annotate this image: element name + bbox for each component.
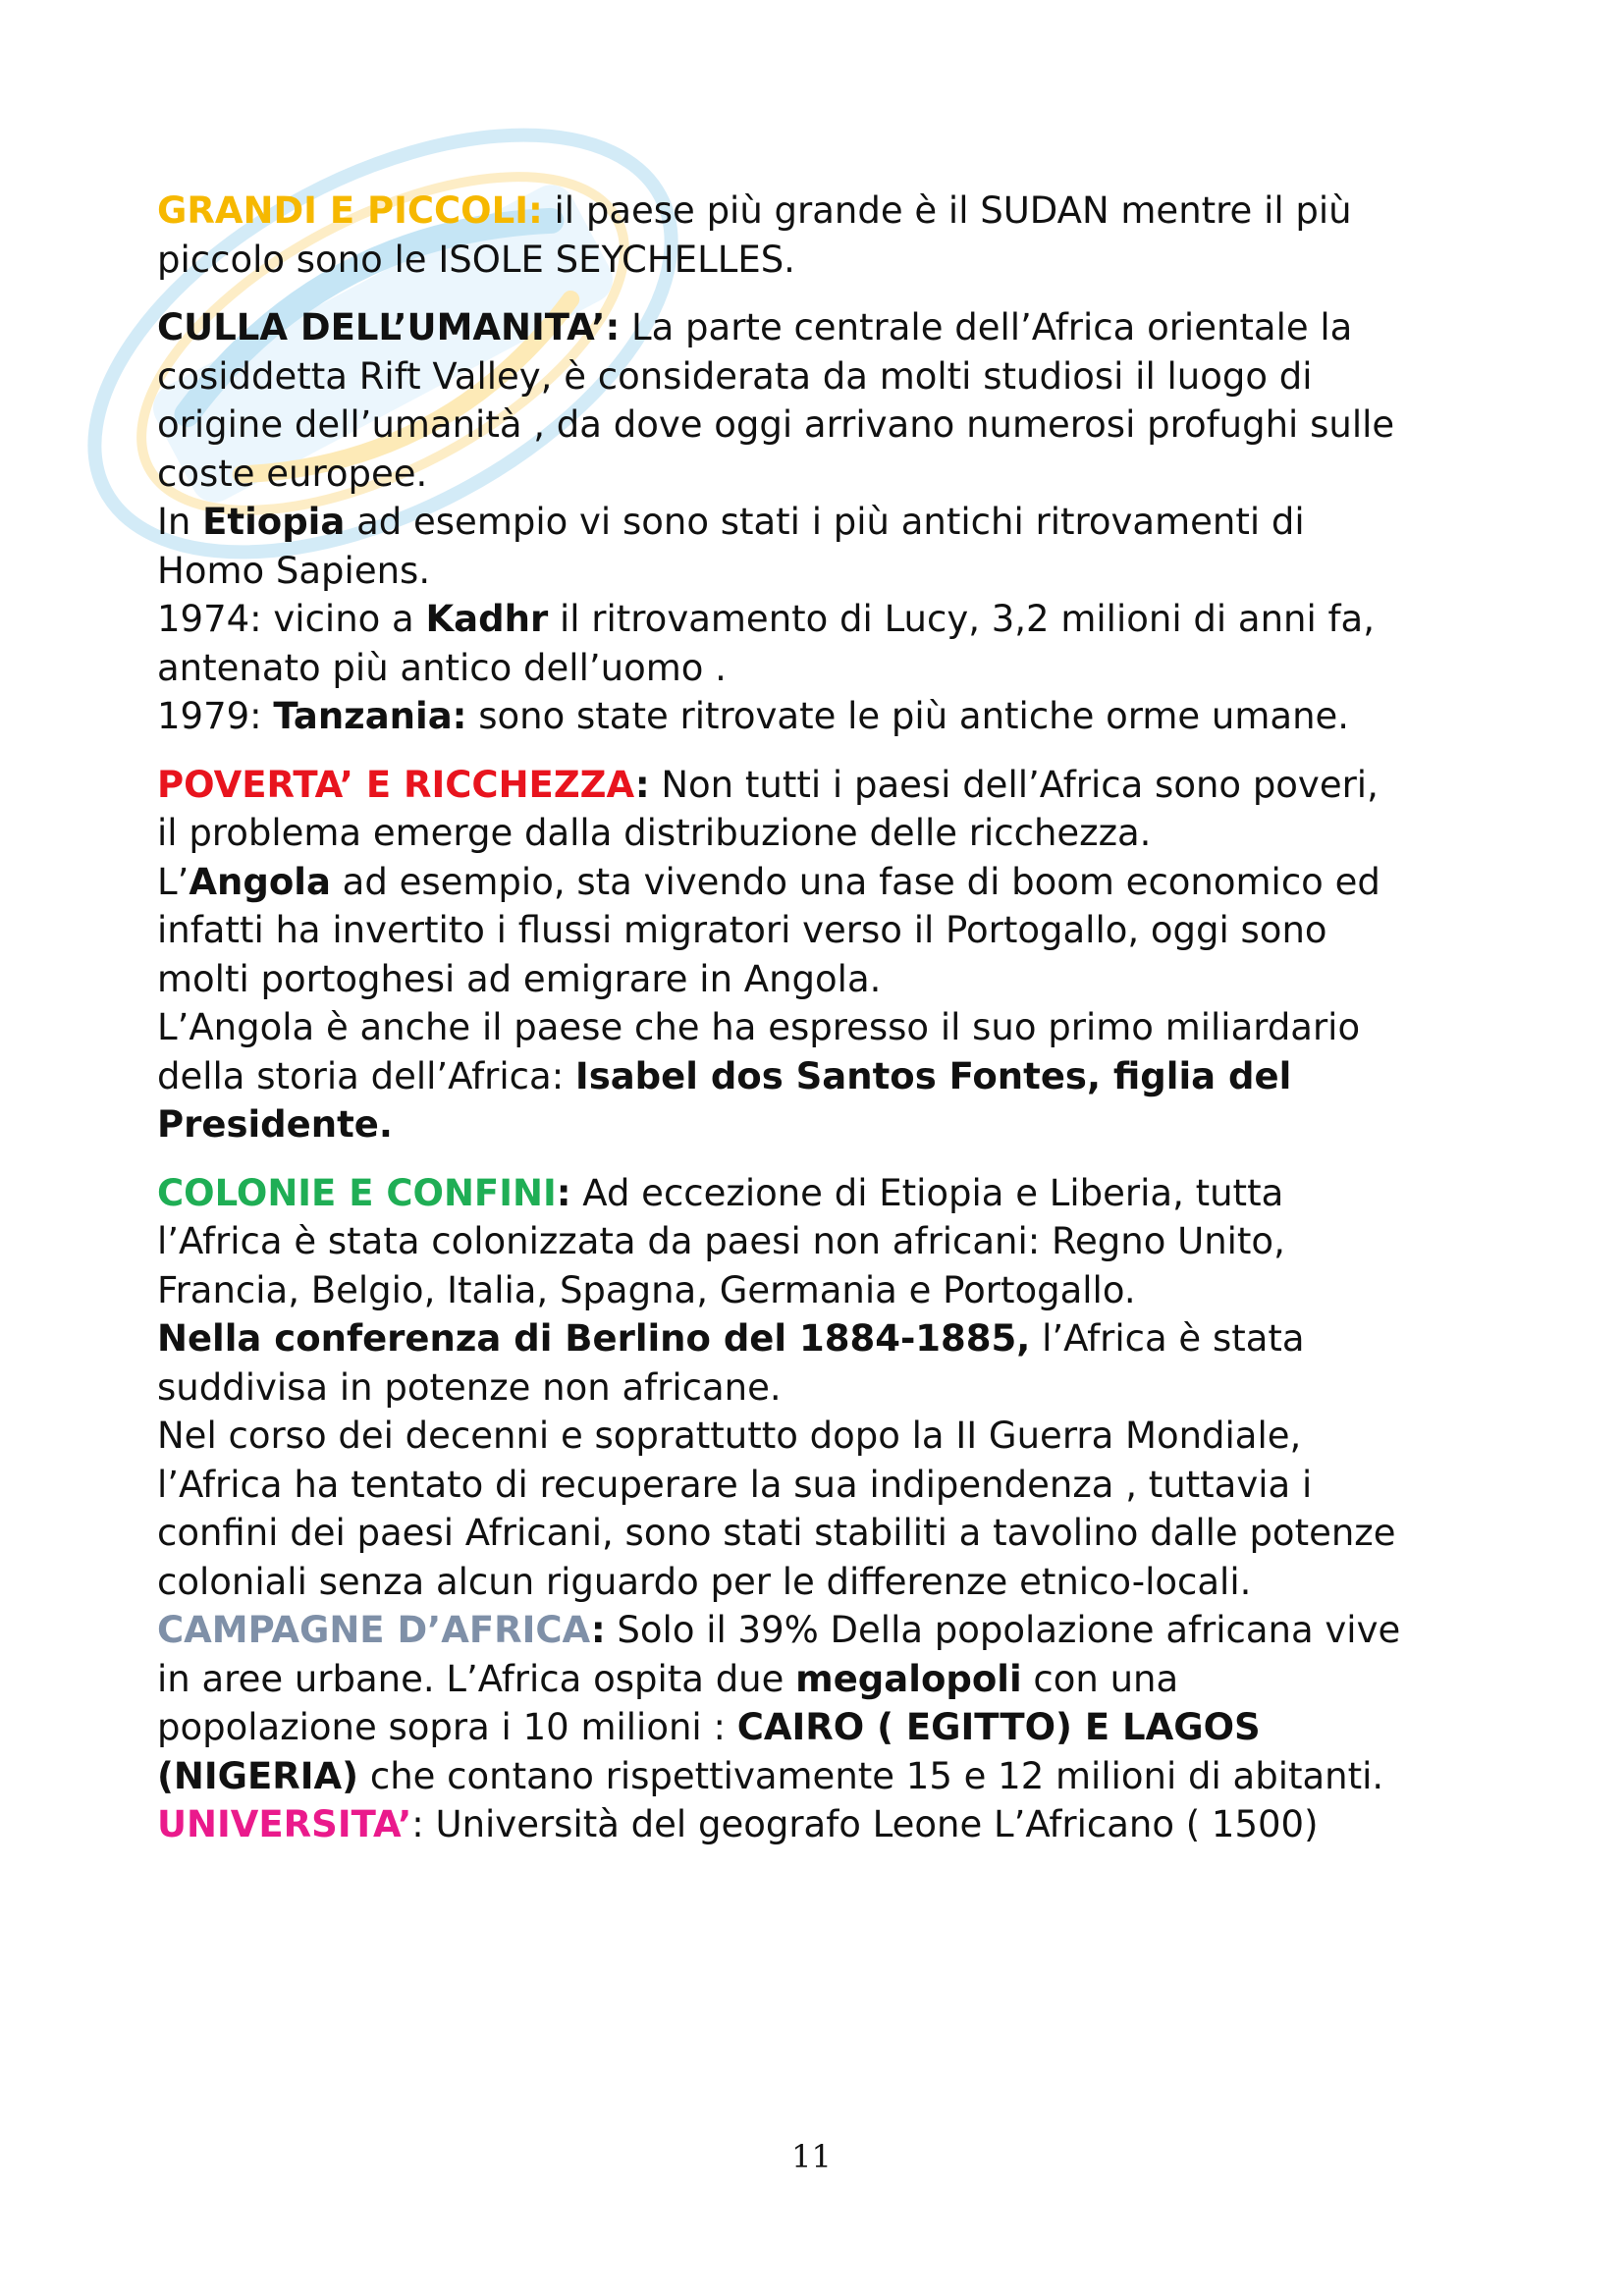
heading-poverta-e-ricchezza: POVERTA’ E RICCHEZZA <box>157 763 635 806</box>
section-culla-dell-umanita: CULLA DELL’UMANITA’: La parte centrale dell’Africa orientale la cosiddetta Rift Valley, è considerata da molti studiosi il luogo di origine dell’umanità , da dove oggi arrivano numerosi profughi sulle coste europee. In Etiopia ad esempio vi sono stati i più antichi ritrovamenti di Homo Sapiens. 1974: vicino a Kadhr il ritrovamento di Lucy, 3,2 milioni di anni fa, antenato più antico dell’uomo . 1979: Tanzania: sono state ritrovate le più antiche orme umane. <box>157 306 1395 737</box>
section-grandi-e-piccoli: GRANDI E PICCOLI: il paese più grande è il SUDAN mentre il più piccolo sono le ISOLE SEYCHELLES. <box>157 189 1352 281</box>
heading-grandi-e-piccoli: GRANDI E PICCOLI: <box>157 189 543 232</box>
bold-isabel-dos-santos: Isabel dos Santos Fontes, figlia del <box>574 1054 1292 1097</box>
heading-culla-dell-umanita: CULLA DELL’UMANITA’: <box>157 306 621 348</box>
section-colonie-e-confini: COLONIE E CONFINI: Ad eccezione di Etiopia e Liberia, tutta l’Africa è stata colonizzata da paesi non africani: Regno Unito, Francia, Belgio, Italia, Spagna, Germania e Portogallo. Nella conferenza di Berlino del 1884-1885, l’Africa è stata suddivisa in potenze non africane. Nel corso dei decenni e soprattutto dopo la II Guerra Mondiale, l’Africa ha tentato di recuperare la sua indipendenza , tuttavia i confini dei paesi Africani, sono stati stabiliti a tavolino dalle potenze coloniali senza alcun riguardo per le differenze etnico-locali. <box>157 1171 1396 1603</box>
bold-nigeria: (NIGERIA) <box>157 1754 359 1797</box>
heading-campagne-d-africa: CAMPAGNE D’AFRICA <box>157 1609 591 1651</box>
section-poverta-e-ricchezza: POVERTA’ E RICCHEZZA: Non tutti i paesi dell’Africa sono poveri, il problema emerge dalla distribuzione delle ricchezza. L’Angola ad esempio, sta vivendo una fase di boom economico ed infatti ha invertito i flussi migratori verso il Portogallo, oggi sono molti portoghesi ad emigrare in Angola. L’Angola è anche il paese che ha espresso il suo primo miliardario della storia dell’Africa: Isabel dos Santos Fontes, figlia del Presidente. <box>157 763 1380 1146</box>
bold-conferenza-berlino: Nella conferenza di Berlino del 1884-1885, <box>157 1317 1031 1360</box>
bold-angola: Angola <box>189 860 331 903</box>
bold-kadhr: Kadhr <box>425 598 549 640</box>
section-campagne-d-africa: CAMPAGNE D’AFRICA: Solo il 39% Della popolazione africana vive in aree urbane. L’Africa ospita due megalopoli con una popolazione sopra i 10 milioni : CAIRO ( EGITTO) E LAGOS (NIGERIA) che contano rispettivamente 15 e 12 milioni di abitanti. <box>157 1609 1401 1797</box>
bold-etiopia: Etiopia <box>202 501 346 543</box>
bold-cairo-lagos: CAIRO ( EGITTO) E LAGOS <box>736 1706 1261 1748</box>
heading-universita: UNIVERSITA’ <box>157 1803 412 1845</box>
bold-megalopoli: megalopoli <box>795 1657 1022 1700</box>
page-number: 11 <box>791 2138 832 2175</box>
heading-colonie-e-confini: COLONIE E CONFINI <box>157 1171 557 1214</box>
section-universita: UNIVERSITA’: Università del geografo Leone L’Africano ( 1500) <box>157 1803 1319 1845</box>
document-body <box>157 187 1492 1849</box>
bold-tanzania: Tanzania: <box>273 695 467 737</box>
